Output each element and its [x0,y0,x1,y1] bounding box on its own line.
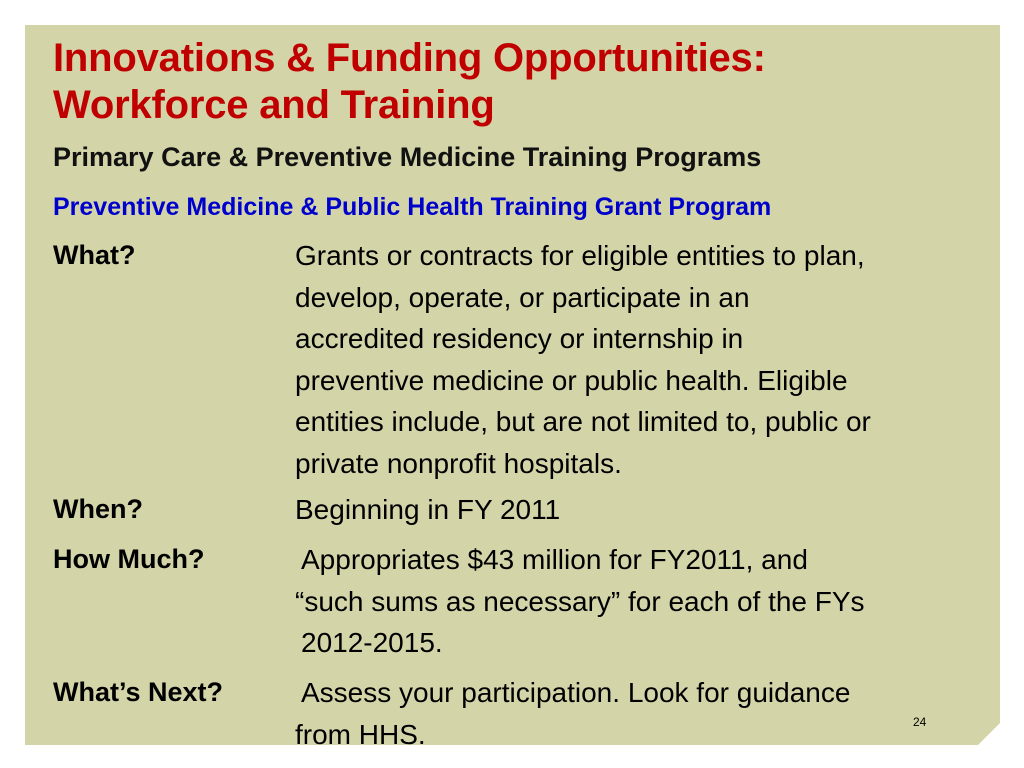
title-line-2: Workforce and Training [53,83,495,127]
slide-title [53,35,766,129]
page-corner-fold [978,723,1000,745]
what-line-2: develop, operate, or participate in an [295,281,750,313]
what-line-5: entities include, but are not limited to, public or [295,406,871,437]
how-much-line-3: 2012-2015. [301,627,443,658]
whats-next-line-2: from HHS. [295,718,426,745]
what-line-6: private nonprofit hospitals. [295,447,622,479]
what-value [295,235,1000,484]
when-label: When? [53,494,143,524]
slide-subtitle: Primary Care & Preventive Medicine Training Programs [53,142,762,172]
what-line-4: preventive medicine or public health. Eligible [295,364,848,396]
title-line-1: Innovations & Funding Opportunities: [53,36,766,80]
whats-next-label: What’s Next? [53,677,224,707]
how-much-value [295,539,1000,664]
how-much-label: How Much? [53,544,205,574]
when-value [295,489,1000,531]
what-line-3: accredited residency or internship in [295,323,744,354]
how-much-line-2: “such sums as necessary” for each of the FYs [295,585,865,617]
whats-next-line-1: Assess your participation. Look for guidance [301,677,851,708]
slide [25,25,1000,745]
whats-next-value [295,672,1000,745]
what-label: What? [53,240,136,270]
program-name: Preventive Medicine & Public Health Training Grant Program [53,193,772,221]
when-line-1: Beginning in FY 2011 [295,494,561,525]
what-line-1: Grants or contracts for eligible entities to plan, [295,240,865,271]
how-much-line-1: Appropriates $43 million for FY2011, and [301,544,808,575]
page-number: 24 [913,715,927,729]
